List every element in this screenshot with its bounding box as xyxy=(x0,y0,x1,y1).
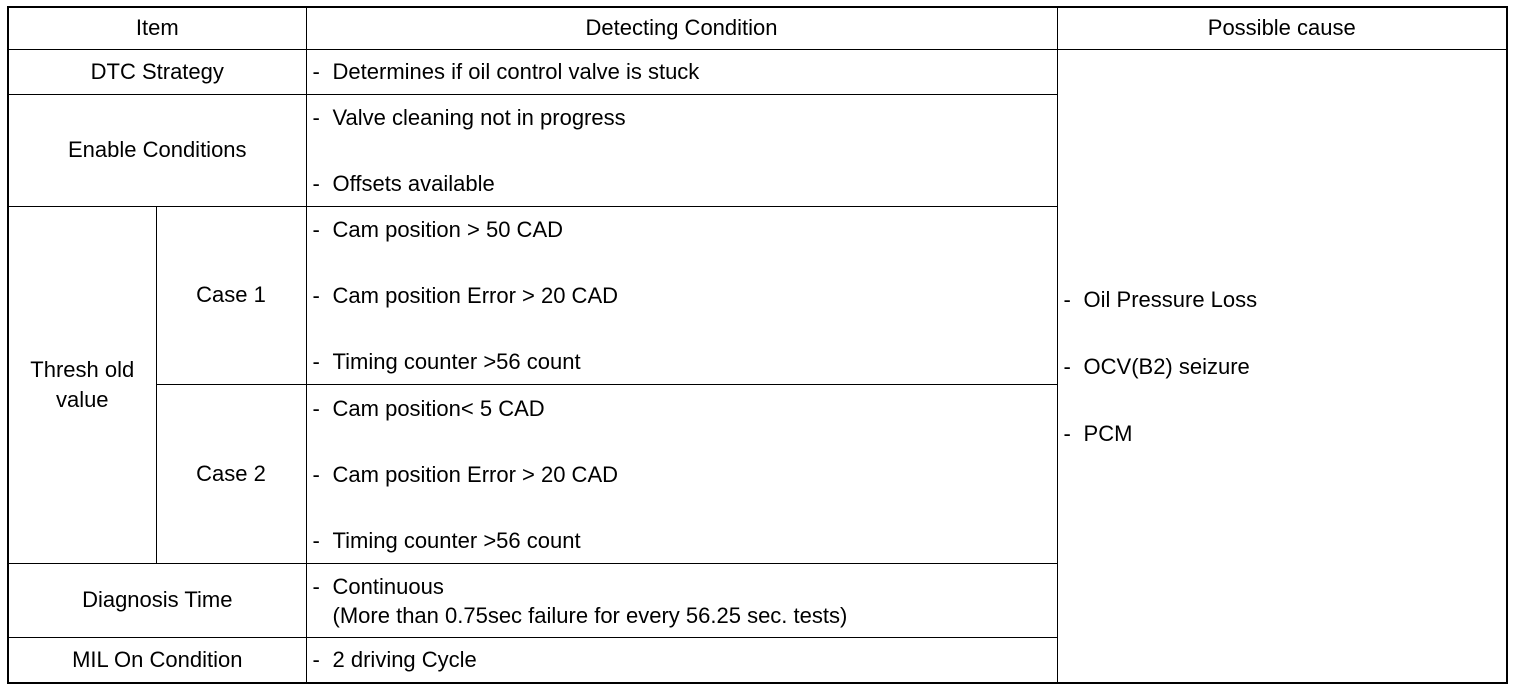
header-detecting-condition: Detecting Condition xyxy=(306,7,1057,49)
possible-cause-cell xyxy=(1057,49,1507,683)
case-2-label: Case 2 xyxy=(156,384,306,563)
diagnosis-time-condition: - Continuous (More than 0.75sec failure for every 56.25 sec. tests) xyxy=(306,563,1057,637)
cause-item: - OCV(B2) seizure xyxy=(1063,353,1250,379)
enable-conditions-label: Enable Conditions xyxy=(8,94,306,206)
case-2-conditions: - Cam position< 5 CAD - Cam position Error > 20 CAD - Timing counter >56 count xyxy=(306,384,1057,563)
mil-on-condition-label: MIL On Condition xyxy=(8,637,306,683)
threshold-label: Thresh old value xyxy=(8,206,156,563)
dtc-detecting-condition-table xyxy=(7,6,1508,684)
case-1-conditions: - Cam position > 50 CAD - Cam position Error > 20 CAD - Timing counter >56 count xyxy=(306,206,1057,384)
header-item: Item xyxy=(8,7,306,49)
dtc-strategy-label: DTC Strategy xyxy=(8,49,306,94)
header-possible-cause: Possible cause xyxy=(1057,7,1507,49)
header-row xyxy=(8,7,1507,49)
mil-on-condition-value: - 2 driving Cycle xyxy=(306,637,1057,683)
table-row-dtc-strategy xyxy=(8,49,1507,94)
enable-conditions-cell: - Valve cleaning not in progress - Offsets available xyxy=(306,94,1057,206)
cause-item: - PCM xyxy=(1063,420,1133,446)
diagnosis-time-label: Diagnosis Time xyxy=(8,563,306,637)
case-1-label: Case 1 xyxy=(156,206,306,384)
cause-item: - Oil Pressure Loss xyxy=(1063,286,1258,312)
dtc-strategy-condition: - Determines if oil control valve is stuck xyxy=(306,49,1057,94)
